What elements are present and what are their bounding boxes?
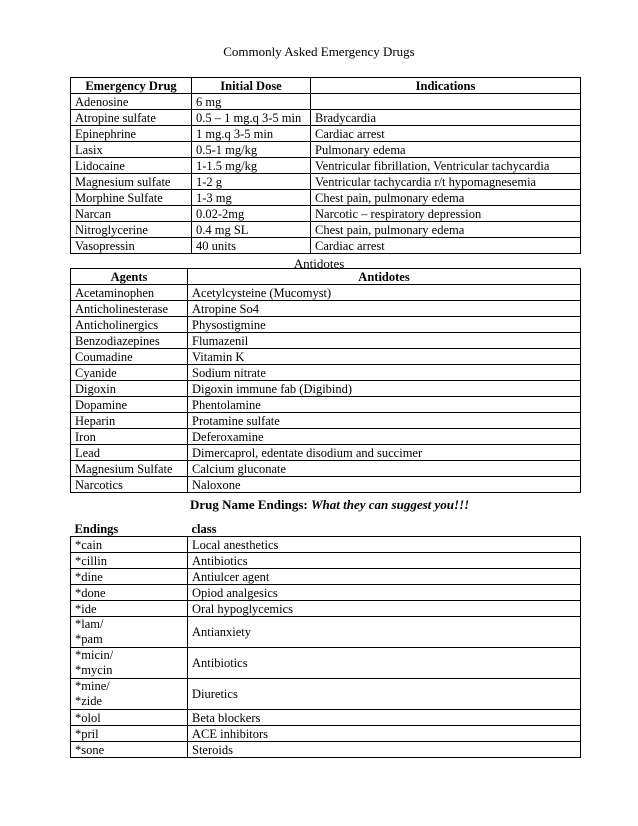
table-cell: 0.5 – 1 mg.q 3-5 min bbox=[192, 110, 311, 126]
antidotes-table bbox=[70, 268, 581, 493]
table-cell: Chest pain, pulmonary edema bbox=[311, 190, 581, 206]
table-cell: Adenosine bbox=[71, 94, 192, 110]
table-cell: Digoxin immune fab (Digibind) bbox=[188, 381, 581, 397]
table-row bbox=[71, 617, 581, 648]
table-row bbox=[71, 726, 581, 742]
emergency-drugs-table bbox=[70, 77, 581, 254]
table-row bbox=[71, 317, 581, 333]
endings-heading bbox=[190, 497, 469, 513]
page-title: Commonly Asked Emergency Drugs bbox=[223, 44, 415, 59]
class-cell: Beta blockers bbox=[188, 710, 581, 726]
table-row bbox=[71, 397, 581, 413]
table-cell: Vitamin K bbox=[188, 349, 581, 365]
ending-cell bbox=[71, 726, 188, 742]
table-cell: 0.4 mg SL bbox=[192, 222, 311, 238]
table-cell: Physostigmine bbox=[188, 317, 581, 333]
table-cell: Atropine So4 bbox=[188, 301, 581, 317]
ending-cell bbox=[71, 553, 188, 569]
table-cell: Chest pain, pulmonary edema bbox=[311, 222, 581, 238]
table-cell: Lasix bbox=[71, 142, 192, 158]
ending-cell bbox=[71, 537, 188, 553]
ending-cell bbox=[71, 569, 188, 585]
table-cell: Acetylcysteine (Mucomyst) bbox=[188, 285, 581, 301]
table-row bbox=[71, 381, 581, 397]
ending-text: *pril bbox=[75, 726, 99, 741]
table-cell: Iron bbox=[71, 429, 188, 445]
ending-text: *zide bbox=[75, 694, 103, 708]
table-cell: 40 units bbox=[192, 238, 311, 254]
table-row bbox=[71, 742, 581, 758]
ending-text: *done bbox=[75, 585, 106, 600]
ending-text: *cillin bbox=[75, 553, 107, 568]
table-row bbox=[71, 413, 581, 429]
table-cell: Deferoxamine bbox=[188, 429, 581, 445]
ending-text: *cain bbox=[75, 537, 103, 552]
table-row bbox=[71, 222, 581, 238]
ending-text: *micin/ bbox=[75, 648, 114, 662]
table-header-row bbox=[71, 269, 581, 285]
table-row bbox=[71, 569, 581, 585]
table-row bbox=[71, 679, 581, 710]
table-header-row bbox=[71, 522, 581, 537]
table-cell: Ventricular tachycardia r/t hypomagnesemia bbox=[311, 174, 581, 190]
ending-cell bbox=[71, 648, 188, 679]
class-cell: ACE inhibitors bbox=[188, 726, 581, 742]
table-row bbox=[71, 333, 581, 349]
ending-cell bbox=[71, 742, 188, 758]
column-header: Antidotes bbox=[188, 269, 581, 285]
table-row bbox=[71, 349, 581, 365]
table-row bbox=[71, 553, 581, 569]
table-cell: Protamine sulfate bbox=[188, 413, 581, 429]
ending-cell bbox=[71, 601, 188, 617]
table-cell bbox=[311, 94, 581, 110]
table-cell: Magnesium sulfate bbox=[71, 174, 192, 190]
class-cell: Antibiotics bbox=[188, 553, 581, 569]
ending-text: *ide bbox=[75, 601, 97, 616]
endings-heading-tagline: What they can suggest you!!! bbox=[311, 497, 470, 512]
ending-text: *pam bbox=[75, 632, 103, 646]
table-cell: Digoxin bbox=[71, 381, 188, 397]
table-cell: Anticholinergics bbox=[71, 317, 188, 333]
table-cell: Naloxone bbox=[188, 477, 581, 493]
class-cell: Antiulcer agent bbox=[188, 569, 581, 585]
table-cell: Dimercaprol, edentate disodium and succimer bbox=[188, 445, 581, 461]
endings-heading-label: Drug Name Endings: bbox=[190, 497, 308, 512]
class-cell: Local anesthetics bbox=[188, 537, 581, 553]
column-header: Initial Dose bbox=[192, 78, 311, 94]
table-cell: Morphine Sulfate bbox=[71, 190, 192, 206]
table-row bbox=[71, 301, 581, 317]
class-cell: Opiod analgesics bbox=[188, 585, 581, 601]
table-row bbox=[71, 206, 581, 222]
column-header: Endings bbox=[74, 522, 119, 536]
table-row bbox=[71, 365, 581, 381]
ending-cell bbox=[71, 679, 188, 710]
table-cell: Ventricular fibrillation, Ventricular tachycardia bbox=[311, 158, 581, 174]
table-cell: Vasopressin bbox=[71, 238, 192, 254]
ending-text: *mine/ bbox=[75, 679, 110, 693]
table-cell: 1 mg.q 3-5 min bbox=[192, 126, 311, 142]
table-cell: Atropine sulfate bbox=[71, 110, 192, 126]
table-cell: Sodium nitrate bbox=[188, 365, 581, 381]
ending-text: *lam/ bbox=[75, 617, 104, 631]
table-cell: Narcan bbox=[71, 206, 192, 222]
column-header: class bbox=[191, 522, 217, 536]
table-row bbox=[71, 537, 581, 553]
table-cell: Narcotic – respiratory depression bbox=[311, 206, 581, 222]
table-cell: Benzodiazepines bbox=[71, 333, 188, 349]
table-cell: 0.5-1 mg/kg bbox=[192, 142, 311, 158]
column-header: Emergency Drug bbox=[71, 78, 192, 94]
table-cell: Narcotics bbox=[71, 477, 188, 493]
ending-text: *sone bbox=[75, 742, 105, 757]
table-cell: Dopamine bbox=[71, 397, 188, 413]
table-row bbox=[71, 174, 581, 190]
class-cell: Oral hypoglycemics bbox=[188, 601, 581, 617]
table-row bbox=[71, 601, 581, 617]
table-row bbox=[71, 158, 581, 174]
table-cell: Bradycardia bbox=[311, 110, 581, 126]
table-row bbox=[71, 110, 581, 126]
table-row bbox=[71, 142, 581, 158]
table-cell: Flumazenil bbox=[188, 333, 581, 349]
table-row bbox=[71, 190, 581, 206]
ending-cell bbox=[71, 617, 188, 648]
table-cell: Acetaminophen bbox=[71, 285, 188, 301]
table-header-row bbox=[71, 78, 581, 94]
table-cell: 1-3 mg bbox=[192, 190, 311, 206]
table-row bbox=[71, 477, 581, 493]
class-cell: Diuretics bbox=[188, 679, 581, 710]
antidotes-title: Antidotes bbox=[293, 256, 345, 271]
ending-text: *dine bbox=[75, 569, 103, 584]
drug-endings-table bbox=[70, 522, 581, 758]
table-cell: Nitroglycerine bbox=[71, 222, 192, 238]
table-row bbox=[71, 648, 581, 679]
table-row bbox=[71, 285, 581, 301]
table-row bbox=[71, 429, 581, 445]
table-cell: Cyanide bbox=[71, 365, 188, 381]
table-cell: Lead bbox=[71, 445, 188, 461]
table-row bbox=[71, 710, 581, 726]
table-row bbox=[71, 461, 581, 477]
class-cell: Antianxiety bbox=[188, 617, 581, 648]
table-cell: Cardiac arrest bbox=[311, 238, 581, 254]
table-row bbox=[71, 585, 581, 601]
table-row bbox=[71, 238, 581, 254]
table-row bbox=[71, 126, 581, 142]
column-header: Indications bbox=[311, 78, 581, 94]
table-cell: Lidocaine bbox=[71, 158, 192, 174]
table-cell: 6 mg bbox=[192, 94, 311, 110]
class-cell: Steroids bbox=[188, 742, 581, 758]
column-header: Agents bbox=[71, 269, 188, 285]
table-cell: Pulmonary edema bbox=[311, 142, 581, 158]
class-cell: Antibiotics bbox=[188, 648, 581, 679]
table-cell: 0.02-2mg bbox=[192, 206, 311, 222]
table-cell: 1-1.5 mg/kg bbox=[192, 158, 311, 174]
table-cell: Heparin bbox=[71, 413, 188, 429]
ending-cell bbox=[71, 710, 188, 726]
table-cell: Anticholinesterase bbox=[71, 301, 188, 317]
table-cell: 1-2 g bbox=[192, 174, 311, 190]
table-row bbox=[71, 445, 581, 461]
table-cell: Epinephrine bbox=[71, 126, 192, 142]
table-cell: Calcium gluconate bbox=[188, 461, 581, 477]
table-cell: Coumadine bbox=[71, 349, 188, 365]
table-row bbox=[71, 94, 581, 110]
table-cell: Phentolamine bbox=[188, 397, 581, 413]
table-cell: Cardiac arrest bbox=[311, 126, 581, 142]
table-cell: Magnesium Sulfate bbox=[71, 461, 188, 477]
ending-text: *olol bbox=[75, 710, 101, 725]
ending-text: *mycin bbox=[75, 663, 113, 677]
ending-cell bbox=[71, 585, 188, 601]
